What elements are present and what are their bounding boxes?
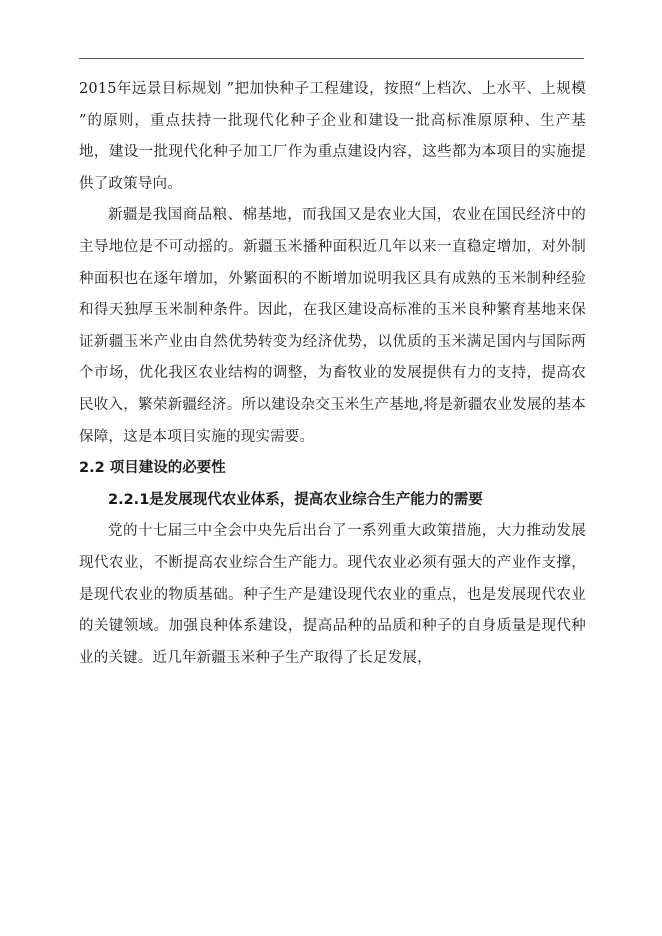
section-heading: 2.2 项目建设的必要性 [79,460,226,477]
header-rule [79,58,584,59]
paragraph-policy: 2015年远景目标规划 ”把加快种子工程建设，按照“上档次、上水平、上规模 ”的原则，重点扶持一批现代化种子企业和建设一批高标准原原种、生产基地，建设一批现代化种子加工厂作为重点建设内容，这些都为本项目的实施提供了政策导向。 [79,81,586,192]
paragraph-xinjiang-agriculture: 新疆是我国商品粮、棉基地，而我国又是农业大国，农业在国民经济中的主导地位是不可动摇的。新疆玉米播种面积近几年以来一直稳定增加，对外制种面积也在逐年增加，外繁面积的不断增加说明我区具有成熟的玉米制种经验和得天独厚玉米制种条件。因此，在我区建设高标准的玉米良种繁育基地来保证新疆玉米产业由自然优势转变为经济优势，以优质的玉米满足国内与国际两个市场，优化我区农业结构的调整，为畜牧业的发展提供有力的支持，提高农民收入，繁荣新疆经济。所以建设杂交玉米生产基地,将是新疆农业发展的基本保障，这是本项目实施的现实需要。 [79,207,586,445]
paragraph-modern-agriculture: 党的十七届三中全会中央先后出台了一系列重大政策措施，大力推动发展现代农业，不断提高农业综合生产能力。现代农业必须有强大的产业作支撑，是现代农业的物质基础。种子生产是建设现代农业的重点，也是发展现代农业的关键领域。加强良种体系建设，提高品种的品质和种子的自身质量是现代种业的关键。近几年新疆玉米种子生产取得了长足发展， [79,523,586,666]
document-body [79,74,586,674]
subsection-heading: 2.2.1是发展现代农业体系，提高农业综合生产能力的需要 [108,491,483,508]
